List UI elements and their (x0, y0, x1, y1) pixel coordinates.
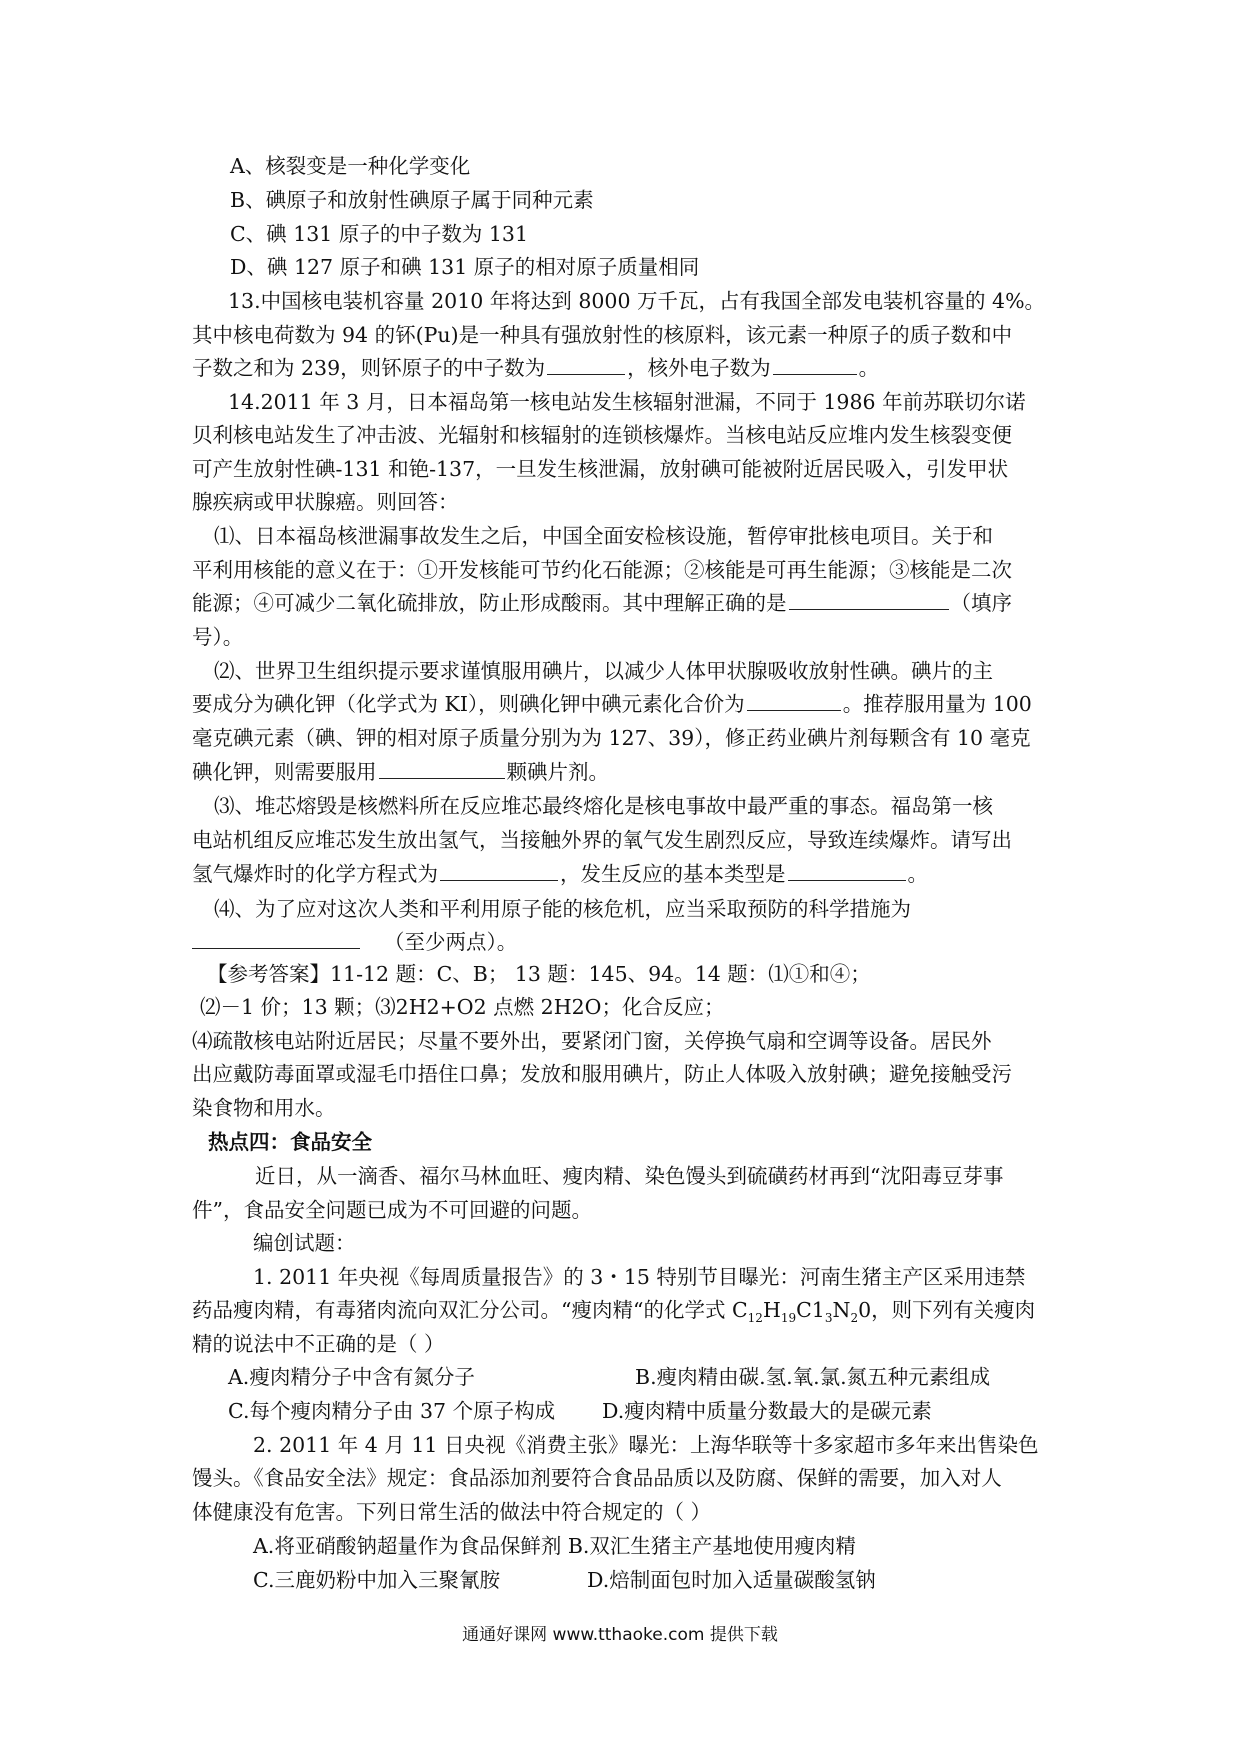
answer-key-line4: 出应戴防毒面罩或湿毛巾捂住口鼻；发放和服用碘片，防止人体吸入放射碘；避免接触受污 (192, 1062, 1012, 1086)
intro-line2: 件”，食品安全问题已成为不可回避的问题。 (192, 1198, 592, 1222)
q13-line1: 13.中国核电装机容量 2010 年将达到 8000 万千瓦，占有我国全部发电装机容量的 4%。 (228, 289, 1046, 313)
q14-2-line4: 碘化钾，则需要服用 颗碘片剂。 (192, 760, 609, 784)
section-heading: 热点四：食品安全 (208, 1130, 372, 1154)
q1-option-a: A.瘦肉精分子中含有氮分子 (228, 1365, 475, 1389)
answer-blank[interactable] (789, 589, 949, 610)
answer-key-line2: ⑵－1 价；13 颗；⑶2H2+O2 点燃 2H2O；化合反应； (200, 995, 725, 1019)
q14-3-line1: ⑶、堆芯熔毁是核燃料所在反应堆芯最终熔化是核电事故中最严重的事态。福岛第一核 (214, 794, 993, 818)
answer-key-line3: ⑷疏散核电站附近居民；尽量不要外出，要紧闭门窗，关停换气扇和空调等设备。居民外 (192, 1029, 992, 1053)
answer-blank[interactable] (547, 354, 625, 375)
q14-3-line3: 氢气爆炸时的化学方程式为 ，发生反应的基本类型是 。 (192, 862, 928, 886)
q2-option-d: D.焙制面包时加入适量碳酸氢钠 (587, 1568, 876, 1592)
intro-line1: 近日，从一滴香、福尔马林血旺、瘦肉精、染色馒头到硫磺药材再到“沈阳毒豆芽事 (255, 1164, 1004, 1188)
q13-line3: 子数之和为 239，则钚原子的中子数为 ，核外电子数为 。 (192, 356, 880, 380)
option-b: B、碘原子和放射性碘原子属于同种元素 (230, 188, 594, 212)
answer-blank[interactable] (788, 860, 906, 881)
q1-line2: 药品瘦肉精，有毒猪肉流向双汇分公司。“瘦肉精“的化学式 $C_{12}H_{19}C1_3N_20$，则下列有关瘦肉 (192, 1298, 1036, 1326)
q14-1-line2: 平利用核能的意义在于：①开发核能可节约化石能源；②核能是可再生能源；③核能是二次 (192, 558, 1012, 582)
answer-blank[interactable] (379, 758, 505, 779)
option-a: A、核裂变是一种化学变化 (230, 154, 471, 178)
answer-blank[interactable] (747, 690, 841, 711)
q14-4-line1: ⑷、为了应对这次人类和平利用原子能的核危机，应当采取预防的科学措施为 (214, 897, 911, 921)
answer-key-line5: 染食物和用水。 (192, 1096, 336, 1120)
answer-key-line1: 【参考答案】11-12 题：C、B； 13 题：145、94。14 题：⑴①和④； (207, 962, 871, 986)
q14-2-line2: 要成分为碘化钾（化学式为 KI），则碘化钾中碘元素化合价为 。推荐服用量为 100 (192, 692, 1032, 716)
q14-line4: 腺疾病或甲状腺癌。则回答： (192, 490, 459, 514)
q14-1-line4: 号）。 (192, 625, 244, 649)
answer-blank[interactable] (192, 928, 360, 949)
q14-2-line1: ⑵、世界卫生组织提示要求谨慎服用碘片，以减少人体甲状腺吸收放射性碘。碘片的主 (214, 659, 993, 683)
page-footer: 通通好课网 www.tthaoke.com 提供下载 (462, 1625, 778, 1645)
q14-3-line2: 电站机组反应堆芯发生放出氢气，当接触外界的氧气发生剧烈反应，导致连续爆炸。请写出 (192, 828, 1012, 852)
q13-line2: 其中核电荷数为 94 的钚(Pu)是一种具有强放射性的核原料，该元素一种原子的质子数和中 (192, 323, 1013, 347)
q1-option-b: B.瘦肉精由碳.氢.氧.氯.氮五种元素组成 (635, 1365, 991, 1389)
sub-heading: 编创试题： (253, 1231, 356, 1255)
q14-line3: 可产生放射性碘-131 和铯-137，一旦发生核泄漏，放射碘可能被附近居民吸入，引发甲状 (192, 457, 1009, 481)
q14-line2: 贝利核电站发生了冲击波、光辐射和核辐射的连锁核爆炸。当核电站反应堆内发生核裂变便 (192, 423, 1012, 447)
q2-line3: 体健康没有危害。下列日常生活的做法中符合规定的（ ） (192, 1500, 712, 1524)
q2-option-c: C.三鹿奶粉中加入三聚氰胺 (253, 1568, 500, 1592)
q14-1-line1: ⑴、日本福岛核泄漏事故发生之后，中国全面安检核设施，暂停审批核电项目。关于和 (214, 524, 993, 548)
q14-2-line3: 毫克碘元素（碘、钾的相对原子质量分别为为 127、39），修正药业碘片剂每颗含有 10 毫克 (192, 726, 1031, 750)
q2-line2: 馒头。《食品安全法》规定：食品添加剂要符合食品品质以及防腐、保鲜的需要，加入对人 (192, 1466, 1002, 1490)
q1-line3: 精的说法中不正确的是（ ） (192, 1332, 445, 1356)
q1-option-c: C.每个瘦肉精分子由 37 个原子构成 (228, 1399, 556, 1423)
q14-1-line3: 能源；④可减少二氧化硫排放，防止形成酸雨。其中理解正确的是 （填序 (192, 591, 1012, 615)
option-d: D、碘 127 原子和碘 131 原子的相对原子质量相同 (230, 255, 700, 279)
q1-line1: 1. 2011 年央视《每周质量报告》的 3・15 特别节目曝光：河南生猪主产区采用违禁 (253, 1265, 1026, 1289)
q1-option-d: D.瘦肉精中质量分数最大的是碳元素 (602, 1399, 932, 1423)
q2-option-ab: A.将亚硝酸钠超量作为食品保鲜剂 B.双汇生猪主产基地使用瘦肉精 (253, 1534, 856, 1558)
q2-line1: 2. 2011 年 4 月 11 日央视《消费主张》曝光：上海华联等十多家超市多年来出售染色 (253, 1433, 1039, 1457)
answer-blank[interactable] (440, 860, 558, 881)
option-c: C、碘 131 原子的中子数为 131 (230, 222, 528, 246)
q14-line1: 14.2011 年 3 月，日本福岛第一核电站发生核辐射泄漏，不同于 1986 年前苏联切尔诺 (228, 390, 1026, 414)
q14-4-line2: （至少两点）。 (192, 928, 517, 956)
answer-blank[interactable] (773, 354, 857, 375)
